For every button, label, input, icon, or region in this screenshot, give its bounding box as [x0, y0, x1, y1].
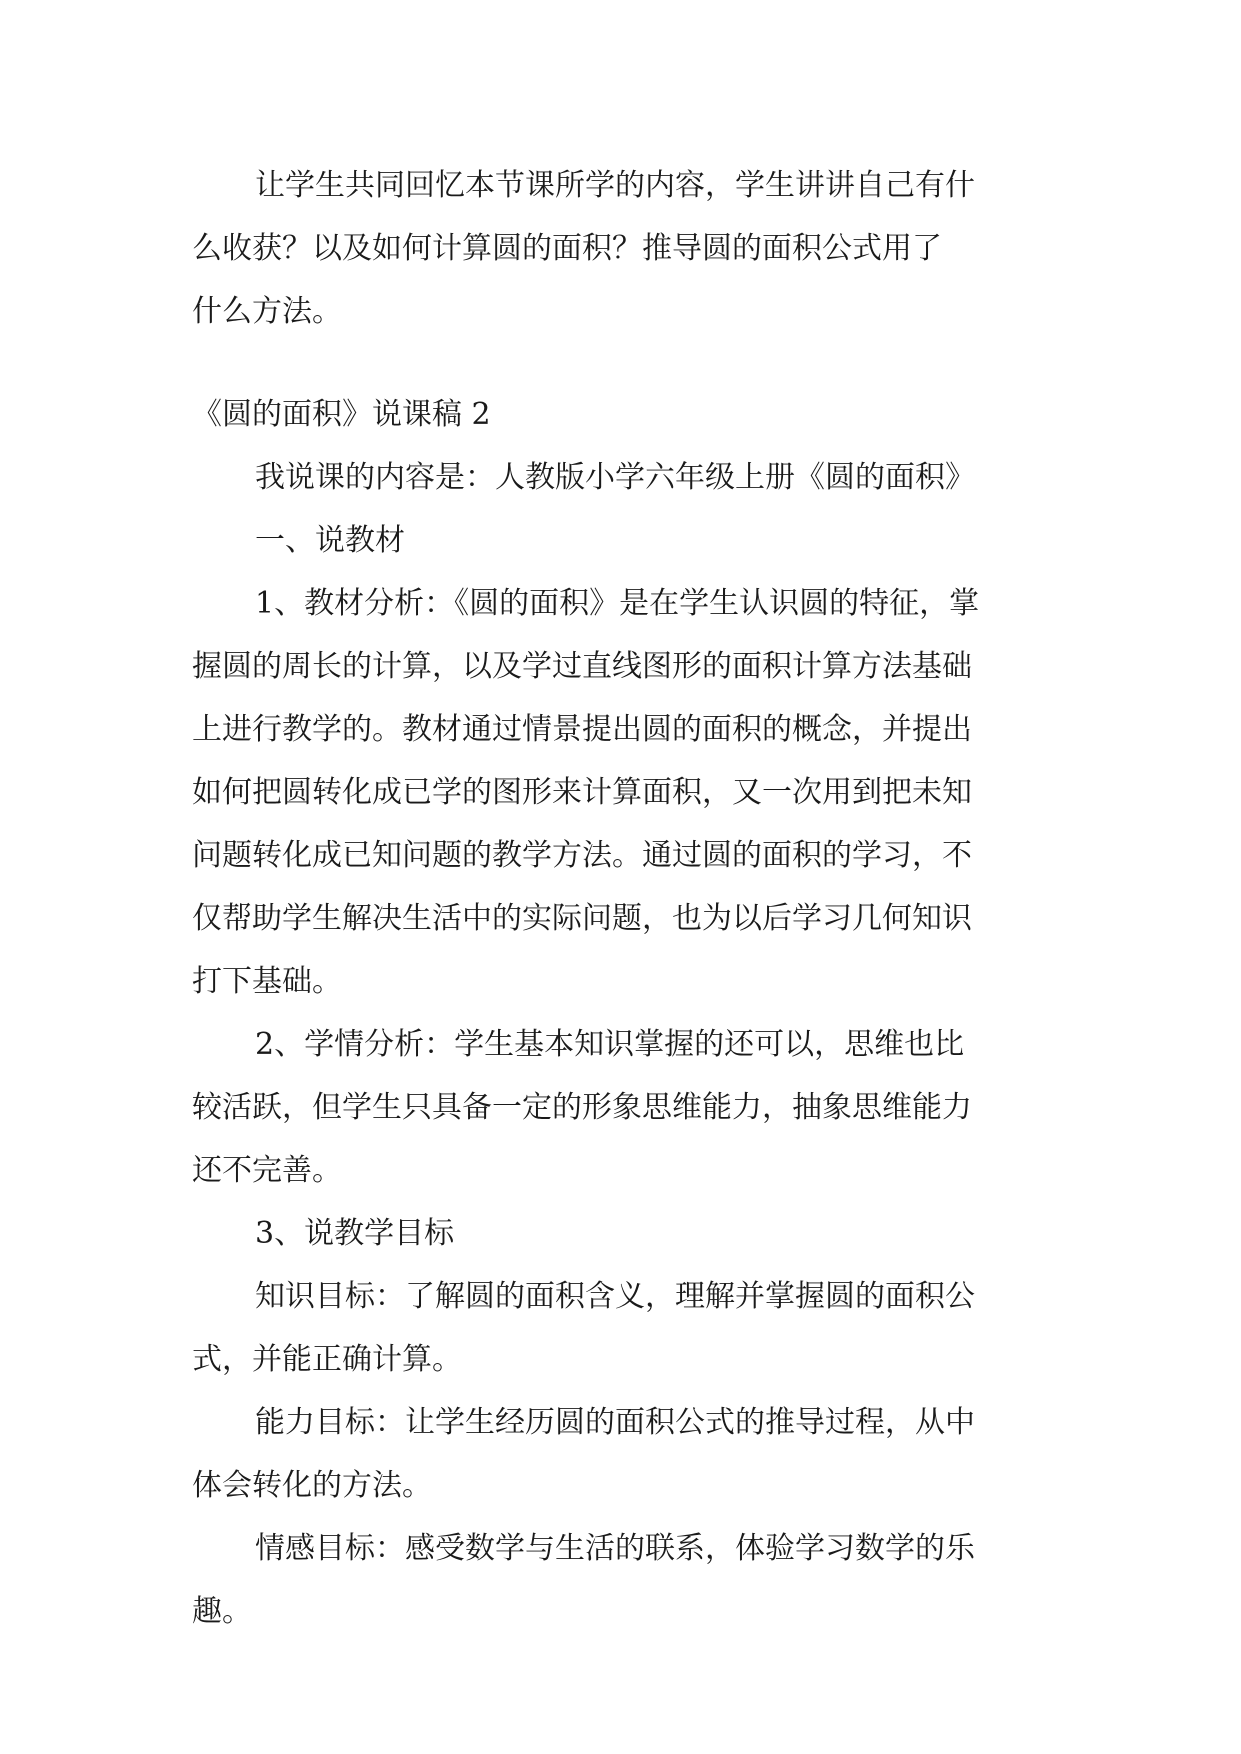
paragraph-line: 式，并能正确计算。: [192, 1342, 462, 1377]
paragraph-line: 情感目标：感受数学与生活的联系，体验学习数学的乐: [255, 1531, 975, 1566]
paragraph-line: 上进行教学的。教材通过情景提出圆的面积的概念，并提出: [192, 712, 972, 747]
paragraph-line: 问题转化成已知问题的教学方法。通过圆的面积的学习，不: [192, 838, 972, 873]
paragraph-line: 还不完善。: [192, 1153, 342, 1188]
section-heading: 3、说教学目标: [255, 1216, 455, 1251]
paragraph-line: 仅帮助学生解决生活中的实际问题，也为以后学习几何知识: [192, 901, 972, 936]
paragraph-line: 让学生共同回忆本节课所学的内容，学生讲讲自己有什: [255, 168, 975, 203]
section-title: 《圆的面积》说课稿 2: [192, 397, 491, 432]
paragraph-line: 么收获？以及如何计算圆的面积？推导圆的面积公式用了: [192, 231, 942, 266]
paragraph-line: 打下基础。: [192, 964, 342, 999]
paragraph-line: 什么方法。: [192, 294, 342, 329]
section-heading: 一、说教材: [255, 523, 405, 558]
paragraph-line: 2、学情分析：学生基本知识掌握的还可以，思维也比: [255, 1027, 965, 1062]
paragraph-line: 我说课的内容是：人教版小学六年级上册《圆的面积》: [255, 460, 975, 495]
paragraph-line: 趣。: [192, 1594, 252, 1629]
paragraph-line: 能力目标：让学生经历圆的面积公式的推导过程，从中: [255, 1405, 975, 1440]
paragraph-line: 握圆的周长的计算，以及学过直线图形的面积计算方法基础: [192, 649, 972, 684]
paragraph-line: 较活跃，但学生只具备一定的形象思维能力，抽象思维能力: [192, 1090, 972, 1125]
paragraph-line: 知识目标：了解圆的面积含义，理解并掌握圆的面积公: [255, 1279, 975, 1314]
paragraph-line: 1、教材分析：《圆的面积》是在学生认识圆的特征，掌: [255, 586, 980, 621]
paragraph-line: 体会转化的方法。: [192, 1468, 432, 1503]
paragraph-line: 如何把圆转化成已学的图形来计算面积，又一次用到把未知: [192, 775, 972, 810]
